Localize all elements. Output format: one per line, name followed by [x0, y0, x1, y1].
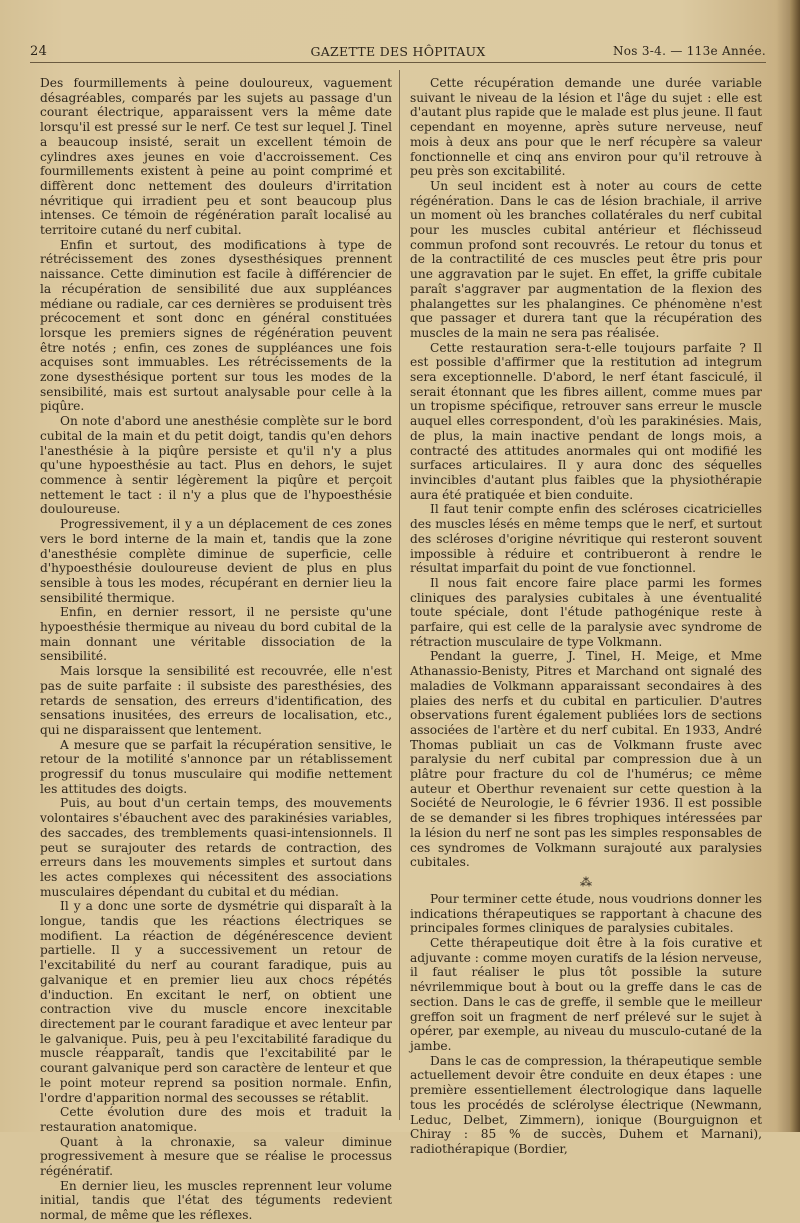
paragraph: Enfin et surtout, des modifications à type de rétrécissement des zones dysesthésiques prennent naissance. Cette diminution est facile à différencier de la récupération de sensibilité due aux suppléances médiane ou radiale, car ces dernières se produisent très précocement et sont donc en général constituées lorsque les premiers signes de régénération peuvent être notés ; enfin, ces zones de suppléances une fois acquises sont immuables. Les rétrécissements de la zone dysesthésique portent sur tous les modes de la sensibilité, mais est surtout analysable pour celle à la piqûre.	[40, 237, 392, 414]
paragraph: Cette restauration sera-t-elle toujours parfaite ? Il est possible d'affirmer que la restitution ad integrum sera exceptionnelle. D'abord, le nerf étant fasciculé, il serait étonnant que les fibres aillent, comme mues par un tropisme spécifique, retrouver sans erreur le muscle auquel elles correspondent, d'où les parakinésies. Mais, de plus, la main inactive pendant de longs mois, a contracté des attitudes anormales qui ont modifié les surfaces articulaires. Il y aura donc des séquelles invincibles d'autant plus faibles que la physiothérapie aura été pratiquée et bien conduite.	[410, 340, 762, 502]
issue-info: Nos 3-4. — 113e Année.	[612, 44, 766, 58]
paragraph: Mais lorsque la sensibilité est recouvrée, elle n'est pas de suite parfaite : il subsiste des paresthésies, des retards de sensation, des erreurs d'identification, des sensations inusitées, des erreurs de localisation, etc., qui ne disparaissent que lentement.	[40, 664, 392, 737]
paragraph: Pendant la guerre, J. Tinel, H. Meige, et Mme Athanassio-Benisty, Pitres et Marchand ont signalé des maladies de Volkmann apparaissant secondaires à des plaies des nerfs et du cubital en particulier. D'autres observations furent également publiées lors de sections associées de l'artère et du nerf cubital. En 1933, André Thomas publiait un cas de Volkmann fruste avec paralysie du nerf cubital par compression due à un plâtre pour fracture du col de l'humérus; ce même auteur et Oberthur revenaient sur cette question à la Société de Neurologie, le 6 février 1936. Il est possible de se demander si les fibres trophiques intéressées par la lésion du nerf ne sont pas les simples responsables de ces syndromes de Volkmann surajouté aux paralysies cubitales.	[410, 649, 762, 870]
paragraph: Puis, au bout d'un certain temps, des mouvements volontaires s'ébauchent avec des parakinésies variables, des saccades, des tremblements quasi-intensionnels. Il peut se surajouter des retards de contraction, des erreurs dans les mouvements simples et surtout dans les actes complexes qui nécessitent des associations musculaires dépendant du cubital et du médian.	[40, 796, 392, 899]
paragraph: Il y a donc une sorte de dysmétrie qui disparaît à la longue, tandis que les réactions électriques se modifient. La réaction de dégénérescence devient partielle. Il y a successivement un retour de l'excitabilité du nerf au courant faradique, puis au galvanique et en premier lieu aux chocs répétés d'induction. En excitant le nerf, on obtient une contraction vive du muscle encore inexcitable directement par le courant faradique et avec lenteur par le galvanique. Puis, peu à peu l'excitabilité faradique du muscle réapparaît, tandis que l'excitabilité par le courant galvanique perd son caractère de lenteur et que le point moteur reprend sa position normale. Enfin, l'ordre d'apparition normal des secousses se rétablit.	[40, 899, 392, 1105]
paragraph: Il faut tenir compte enfin des scléroses cicatricielles des muscles lésés en même temps que le nerf, et surtout des scléroses d'origine névritique qui resteront souvent impossible à réduire et contribueront à rendre le résultat imparfait du point de vue fonctionnel.	[410, 502, 762, 576]
paragraph: On note d'abord une anesthésie complète sur le bord cubital de la main et du petit doigt, tandis qu'en dehors l'anesthésie à la piqûre persiste et qu'il n'y a plus qu'une hypoesthésie au tact. Plus en dehors, le sujet commence à sentir légèrement la piqûre et perçoit nettement le tact : il n'y a plus que de l'hypoesthésie douloureuse.	[40, 414, 392, 517]
paragraph: En dernier lieu, les muscles reprennent leur volume initial, tandis que l'état des téguments redevient normal, de même que les réflexes.	[40, 1178, 392, 1223]
paragraph: Des fourmillements à peine douloureux, vaguement désagréables, comparés par les sujets au passage d'un courant électrique, apparaissent vers la même date lorsqu'il est pressé sur le nerf. Ce test sur lequel J. Tinel a beaucoup insisté, serait un excellent témoin de cylindres axes jeunes en voie d'accroissement. Ces fourmillements existent à peine au point comprimé et diffèrent donc nettement des douleurs d'irritation névritique qui irradient peu et sont beaucoup plus intenses. Ce témoin de régénération paraît localisé au territoire cutané du nerf cubital.	[40, 76, 392, 238]
journal-title: GAZETTE DES HÔPITAUX	[310, 44, 486, 59]
page-edge-shadow	[790, 0, 800, 1132]
running-header	[30, 40, 766, 63]
paragraph: Dans le cas de compression, la thérapeutique semble actuellement devoir être conduite en deux étapes : une première essentiellement électrologique dans laquelle tous les procédés de sclérolyse électrique (Newmann, Leduc, Delbet, Zimmern), ionique (Bourguignon et Chiray : 85 % de succès, Duhem et Marnani), radiothérapique (Bordier,	[410, 1053, 762, 1156]
paragraph: A mesure que se parfait la récupération sensitive, le retour de la motilité s'annonce par un rétablissement progressif du tonus musculaire qui modifie nettement les attitudes des doigts.	[40, 737, 392, 796]
paragraph: Cette récupération demande une durée variable suivant le niveau de la lésion et l'âge du sujet : elle est d'autant plus rapide que le malade est plus jeune. Il faut cependant en moyenne, après suture nerveuse, neuf mois à deux ans pour que le nerf récupère sa valeur fonctionnelle et cinq ans environ pour qu'il retrouve à peu près son excitabilité.	[410, 76, 762, 179]
paragraph: Il nous fait encore faire place parmi les formes cliniques des paralysies cubitales à une éventualité toute spéciale, dont l'étude pathogénique reste à parfaire, qui est celle de la paralysie avec syndrome de rétraction musculaire de type Volkmann.	[410, 575, 762, 649]
paragraph: Cette évolution dure des mois et traduit la restauration anatomique.	[40, 1105, 392, 1134]
paragraph: Progressivement, il y a un déplacement de ces zones vers le bord interne de la main et, tandis que la zone d'anesthésie complète diminue de superficie, celle d'hypoesthésie douloureuse devient de plus en plus sensible à tous les modes, récupérant en dernier lieu la sensibilité thermique.	[40, 517, 392, 605]
left-column	[40, 76, 392, 1223]
paragraph: Pour terminer cette étude, nous voudrions donner les indications thérapeutiques se rapportant à chacune des principales formes cliniques de paralysies cubitales.	[410, 891, 762, 936]
page-number: 24	[30, 44, 48, 59]
paragraph: Cette thérapeutique doit être à la fois curative et adjuvante : comme moyen curatifs de la lésion nerveuse, il faut réaliser le plus tôt possible la suture névrilemmique bout à bout ou la greffe dans le cas de section. Dans le cas de greffe, il semble que le meilleur greffon soit un fragment de nerf prélevé sur le sujet à opérer, par exemple, au niveau du musculo-cutané de la jambe.	[410, 936, 762, 1053]
section-separator: ⁂	[580, 874, 592, 889]
column-divider	[399, 70, 400, 1120]
right-column	[410, 76, 762, 1157]
paragraph: Enfin, en dernier ressort, il ne persiste qu'une hypoesthésie thermique au niveau du bord cubital de la main donnant une véritable dissociation de la sensibilité.	[40, 605, 392, 664]
paragraph: Un seul incident est à noter au cours de cette régénération. Dans le cas de lésion brachiale, il arrive un moment où les branches collatérales du nerf cubital pour les muscles cubital antérieur et fléchisseud commun profond sont recouvrés. Le retour du tonus et de la contractilité de ces muscles peut être pris pour une aggravation par le sujet. En effet, la griffe cubitale paraît s'aggraver par augmentation de la flexion des phalangettes sur les phalangines. Ce phénomène n'est que passager et durera tant que la récupération des muscles de la main ne sera pas réalisée.	[410, 178, 762, 340]
paragraph: Quant à la chronaxie, sa valeur diminue progressivement à mesure que se réalise le processus régénératif.	[40, 1134, 392, 1179]
